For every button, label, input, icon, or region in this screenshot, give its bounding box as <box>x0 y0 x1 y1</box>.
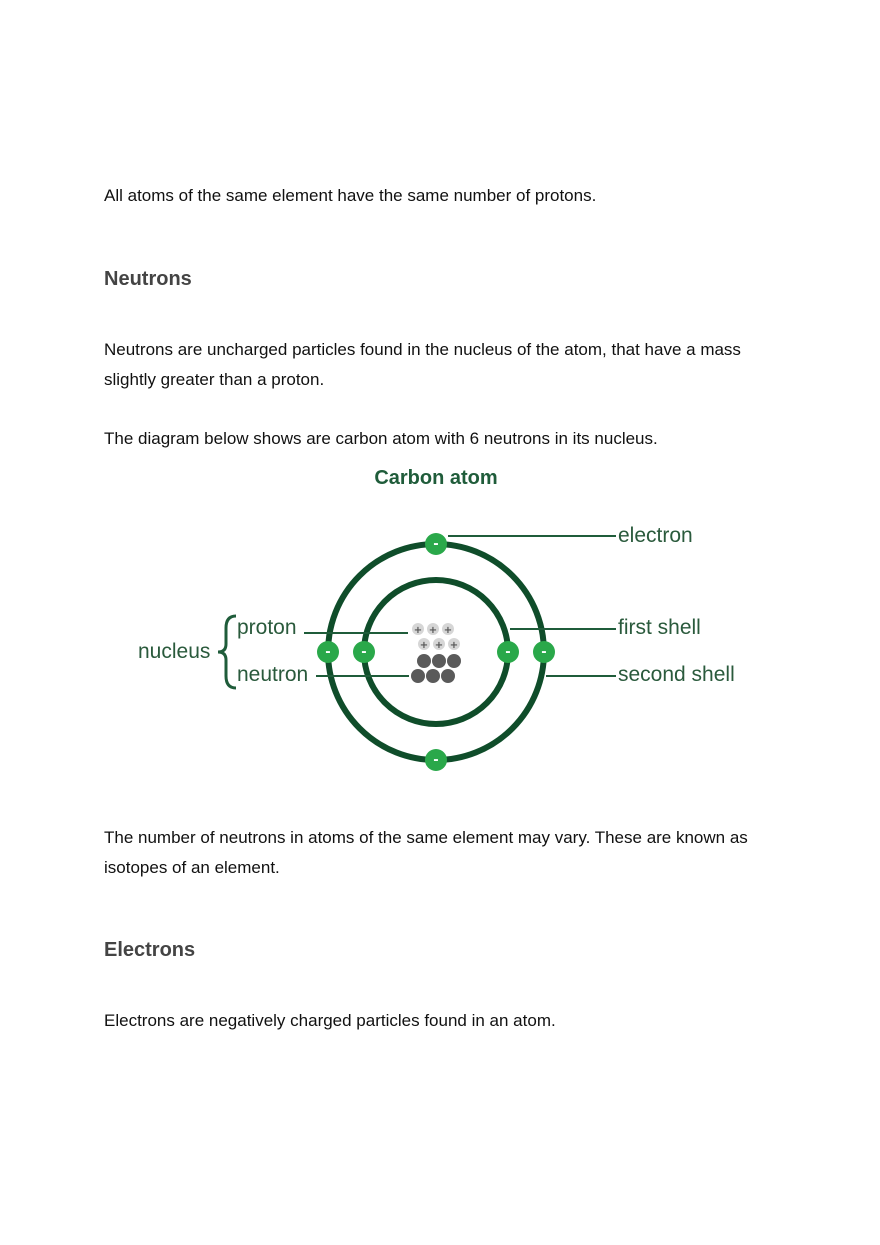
paragraph-electrons-definition: Electrons are negatively charged particles found in an atom. <box>104 1011 556 1030</box>
electron-sign: - <box>433 537 439 552</box>
proton-sign: + <box>434 640 444 651</box>
proton-sign: + <box>443 625 453 636</box>
nucleus-protons <box>412 623 460 651</box>
label-electron: electron <box>618 524 693 547</box>
paragraph-isotopes: The number of neutrons in atoms of the same element may vary. These are known as isotopes of an element. <box>104 828 748 877</box>
paragraph-diagram-intro: The diagram below shows are carbon atom with 6 neutrons in its nucleus. <box>104 429 658 448</box>
paragraph-neutrons-definition: Neutrons are uncharged particles found in the nucleus of the atom, that have a mass slightly greater than a proton. <box>104 340 741 389</box>
paragraph-protons-same: All atoms of the same element have the same number of protons. <box>104 186 597 205</box>
electron-sign: - <box>433 753 439 768</box>
electron-sign: - <box>361 645 367 660</box>
diagram-title: Carbon atom <box>374 467 498 489</box>
heading-neutrons: Neutrons <box>104 268 192 290</box>
label-second-shell: second shell <box>618 663 735 686</box>
electron-sign: - <box>505 645 511 660</box>
proton-sign: + <box>428 625 438 636</box>
proton-sign: + <box>449 640 459 651</box>
heading-electrons: Electrons <box>104 939 196 961</box>
nucleus-neutrons <box>411 654 461 683</box>
label-proton: proton <box>237 616 297 639</box>
electron-sign: - <box>541 645 547 660</box>
electrons <box>317 533 555 771</box>
label-nucleus: nucleus <box>138 640 211 663</box>
proton-sign: + <box>413 625 423 636</box>
nucleus-brace <box>218 616 236 688</box>
label-neutron: neutron <box>237 663 309 686</box>
first-shell <box>364 580 511 724</box>
carbon-atom-diagram <box>130 460 760 780</box>
proton-sign: + <box>419 640 429 651</box>
electron-sign: - <box>325 645 331 660</box>
label-first-shell: first shell <box>618 616 701 639</box>
